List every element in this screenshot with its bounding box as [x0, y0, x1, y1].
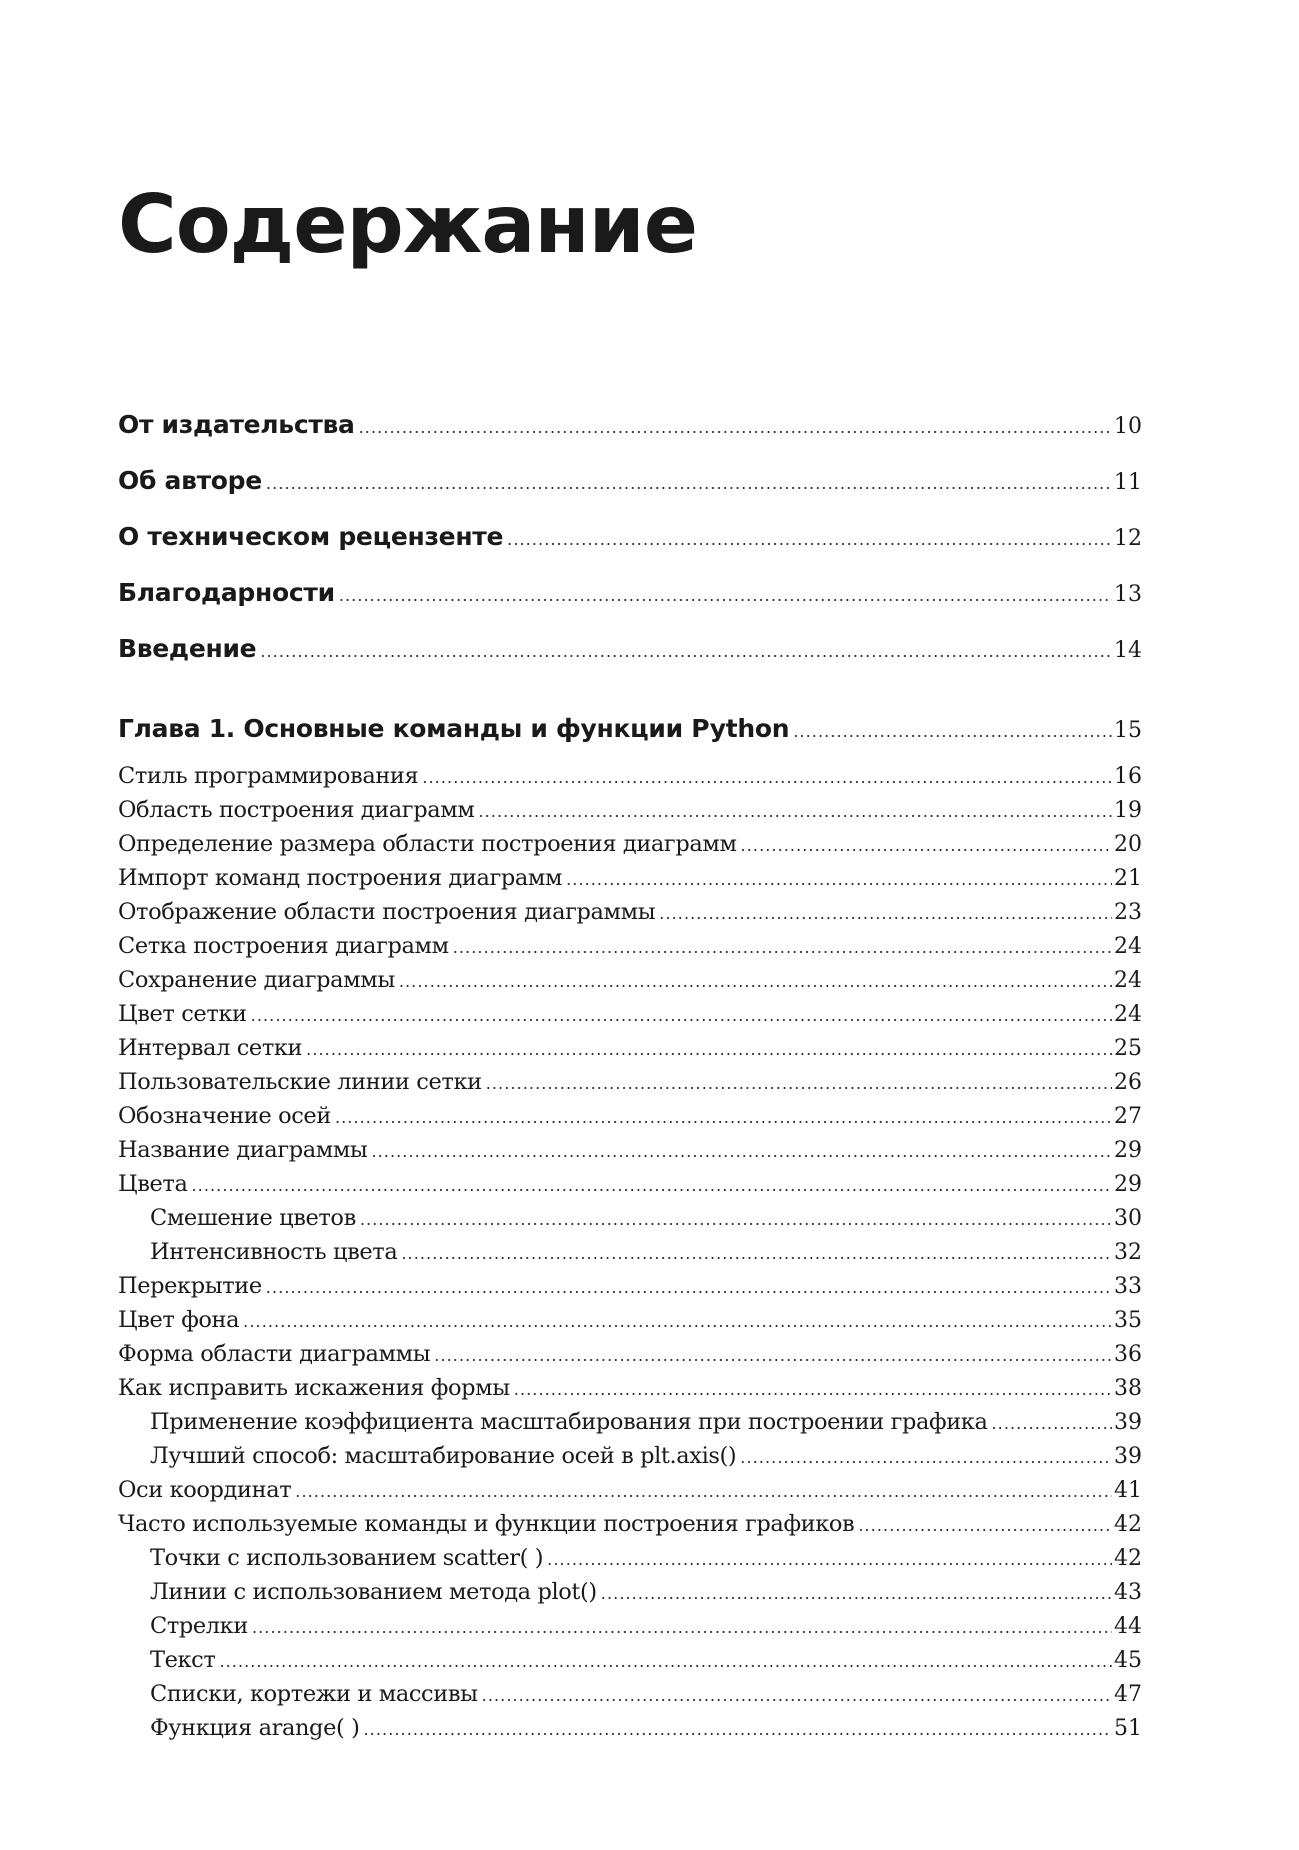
toc-entry[interactable]: [118, 1035, 1142, 1061]
toc-page-number: 44: [1114, 1614, 1142, 1639]
toc-page-number: 24: [1114, 1002, 1142, 1027]
dot-leader: [991, 1414, 1112, 1434]
dot-leader: [251, 1006, 1112, 1026]
toc-page-number: 43: [1114, 1580, 1142, 1605]
toc-page-number: 26: [1114, 1070, 1142, 1095]
dot-leader: [364, 1720, 1113, 1740]
toc-subentry[interactable]: [118, 1409, 1142, 1435]
toc-page-number: 35: [1114, 1308, 1142, 1333]
toc-entry-label: Применение коэффициента масштабирования при построении графика: [150, 1409, 988, 1435]
toc-major-entry[interactable]: [118, 466, 1142, 495]
toc-entry[interactable]: [118, 1137, 1142, 1163]
toc-entry-label: Перекрытие: [118, 1273, 262, 1299]
toc-entry[interactable]: [118, 933, 1142, 959]
toc-major-entry[interactable]: [118, 410, 1142, 439]
toc-entry-label: Отображение области построения диаграммы: [118, 899, 656, 925]
toc-entry-label: Об авторе: [118, 466, 262, 495]
dot-leader: [478, 802, 1112, 822]
dot-leader: [243, 1312, 1112, 1332]
dot-leader: [601, 1584, 1112, 1604]
toc-entry[interactable]: [118, 899, 1142, 925]
toc-entry-label: Цвет сетки: [118, 1001, 247, 1027]
toc-subentry[interactable]: [118, 1443, 1142, 1469]
toc-subentry[interactable]: [118, 1545, 1142, 1571]
toc-entry-label: Функция arange( ): [150, 1715, 360, 1741]
toc-subentry[interactable]: [118, 1205, 1142, 1231]
toc-page-number: 38: [1114, 1376, 1142, 1401]
toc-entry-label: Смешение цветов: [150, 1205, 356, 1231]
toc-major-entry[interactable]: [118, 522, 1142, 551]
toc-entry-label: От издательства: [118, 410, 355, 439]
dot-leader: [339, 586, 1112, 606]
toc-entry[interactable]: [118, 1511, 1142, 1537]
toc-entry[interactable]: [118, 1477, 1142, 1503]
toc-page-number: 24: [1114, 968, 1142, 993]
toc-entry[interactable]: [118, 1273, 1142, 1299]
dot-leader: [547, 1550, 1112, 1570]
toc-entry-label: Цвета: [118, 1171, 188, 1197]
toc-major-entry[interactable]: [118, 578, 1142, 607]
dot-leader: [566, 870, 1112, 890]
toc-page-number: 42: [1114, 1546, 1142, 1571]
dot-leader: [401, 1244, 1112, 1264]
toc-subentry[interactable]: [118, 1715, 1142, 1741]
toc-page-number: 42: [1114, 1512, 1142, 1537]
dot-leader: [858, 1516, 1112, 1536]
toc-entry[interactable]: [118, 1069, 1142, 1095]
toc-page-number: 24: [1114, 934, 1142, 959]
dot-leader: [741, 836, 1112, 856]
toc-chapter-label: Глава 1. Основные команды и функции Python: [118, 714, 790, 743]
toc-page-number: 32: [1114, 1240, 1142, 1265]
toc-entry-label: Обозначение осей: [118, 1103, 331, 1129]
toc-entry-label: Стрелки: [150, 1613, 248, 1639]
toc-entry[interactable]: [118, 831, 1142, 857]
toc-entry-label: Название диаграммы: [118, 1137, 368, 1163]
dot-leader: [359, 418, 1112, 438]
toc-entry[interactable]: [118, 1375, 1142, 1401]
dot-leader: [793, 722, 1112, 742]
toc-page-number: 30: [1114, 1206, 1142, 1231]
toc-page-number: 13: [1114, 582, 1142, 607]
toc-page-number: 23: [1114, 900, 1142, 925]
toc-subentry[interactable]: [118, 1239, 1142, 1265]
toc-entry-label: Форма области диаграммы: [118, 1341, 431, 1367]
toc-subentry[interactable]: [118, 1647, 1142, 1673]
toc-entry-label: Сетка построения диаграмм: [118, 933, 449, 959]
toc-page-number: 33: [1114, 1274, 1142, 1299]
toc-page-number: 29: [1114, 1138, 1142, 1163]
dot-leader: [482, 1686, 1112, 1706]
dot-leader: [399, 972, 1112, 992]
toc-entry-label: Цвет фона: [118, 1307, 240, 1333]
toc-page-number: 10: [1114, 414, 1142, 439]
toc-page-number: 20: [1114, 832, 1142, 857]
toc-entry[interactable]: [118, 1103, 1142, 1129]
toc-entry[interactable]: [118, 1001, 1142, 1027]
toc-entry-label: Линии с использованием метода plot(): [150, 1579, 597, 1605]
dot-leader: [659, 904, 1112, 924]
dot-leader: [266, 474, 1112, 494]
dot-leader: [335, 1108, 1112, 1128]
toc-page-number: 47: [1114, 1682, 1142, 1707]
dot-leader: [740, 1448, 1112, 1468]
dot-leader: [266, 1278, 1112, 1298]
toc-page-number: 11: [1114, 470, 1142, 495]
toc-entry[interactable]: [118, 1341, 1142, 1367]
toc-page-number: 14: [1114, 638, 1142, 663]
dot-leader: [453, 938, 1112, 958]
dot-leader: [514, 1380, 1112, 1400]
toc-entry[interactable]: [118, 1307, 1142, 1333]
toc-entry-label: Списки, кортежи и массивы: [150, 1681, 478, 1707]
toc-page-number: 19: [1114, 798, 1142, 823]
toc-page-number: 12: [1114, 526, 1142, 551]
toc-chapter-entry[interactable]: [118, 714, 1142, 743]
toc-entry[interactable]: [118, 797, 1142, 823]
toc-entry-label: Текст: [150, 1647, 216, 1673]
toc-entry[interactable]: [118, 865, 1142, 891]
toc-entry-label: Благодарности: [118, 578, 335, 607]
dot-leader: [260, 642, 1112, 662]
dot-leader: [422, 768, 1112, 788]
toc-page-number: 41: [1114, 1478, 1142, 1503]
toc-entry-label: Стиль программирования: [118, 763, 419, 789]
dot-leader: [252, 1618, 1112, 1638]
toc-page-number: 51: [1114, 1716, 1142, 1741]
toc-entry-label: Интервал сетки: [118, 1035, 303, 1061]
toc-major-entry[interactable]: [118, 634, 1142, 663]
toc-page-number: 39: [1114, 1444, 1142, 1469]
toc-entry-label: Как исправить искажения формы: [118, 1375, 510, 1401]
dot-leader: [191, 1176, 1112, 1196]
toc-subentry[interactable]: [118, 1579, 1142, 1605]
toc-entry-label: Область построения диаграмм: [118, 797, 475, 823]
toc-entry-label: Пользовательские линии сетки: [118, 1069, 482, 1095]
toc-subentry[interactable]: [118, 1613, 1142, 1639]
toc-entry[interactable]: [118, 1171, 1142, 1197]
toc-entry-label: Лучший способ: масштабирование осей в plt.axis(): [150, 1443, 737, 1469]
toc-entry-label: Оси координат: [118, 1477, 292, 1503]
toc-page-number: 25: [1114, 1036, 1142, 1061]
toc-entry-label: Импорт команд построения диаграмм: [118, 865, 563, 891]
toc-page-number: 15: [1114, 718, 1142, 743]
dot-leader: [360, 1210, 1112, 1230]
toc-entry[interactable]: [118, 763, 1142, 789]
dot-leader: [434, 1346, 1112, 1366]
toc-page-number: 16: [1114, 764, 1142, 789]
toc-subentry[interactable]: [118, 1681, 1142, 1707]
toc-entry-label: Часто используемые команды и функции построения графиков: [118, 1511, 855, 1537]
dot-leader: [371, 1142, 1112, 1162]
toc-entry-label: Точки с использованием scatter( ): [150, 1545, 544, 1571]
toc-page-number: 27: [1114, 1104, 1142, 1129]
toc-entry-label: Введение: [118, 634, 257, 663]
toc-page-number: 39: [1114, 1410, 1142, 1435]
toc-entry-label: Интенсивность цвета: [150, 1239, 398, 1265]
toc-page-number: 29: [1114, 1172, 1142, 1197]
toc-entry-label: О техническом рецензенте: [118, 522, 504, 551]
toc-page-number: 45: [1114, 1648, 1142, 1673]
toc-page-number: 36: [1114, 1342, 1142, 1367]
toc-entry[interactable]: [118, 967, 1142, 993]
toc-entry-label: Сохранение диаграммы: [118, 967, 395, 993]
dot-leader: [486, 1074, 1112, 1094]
dot-leader: [306, 1040, 1112, 1060]
dot-leader: [507, 530, 1112, 550]
toc-entry-label: Определение размера области построения диаграмм: [118, 831, 737, 857]
toc-page-number: 21: [1114, 866, 1142, 891]
page-title: Содержание: [118, 178, 697, 271]
dot-leader: [295, 1482, 1112, 1502]
dot-leader: [219, 1652, 1112, 1672]
